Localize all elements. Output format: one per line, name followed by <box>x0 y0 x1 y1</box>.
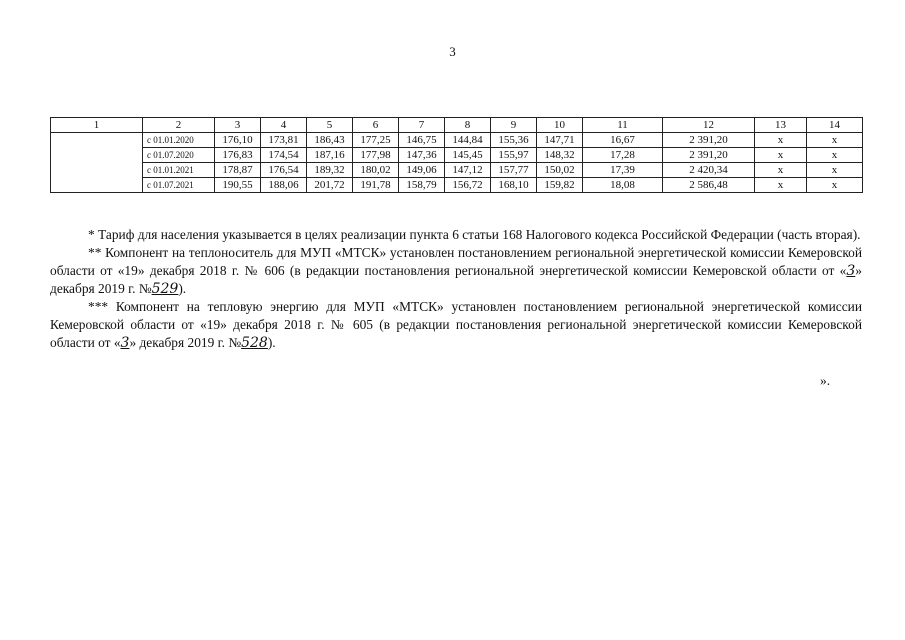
value-cell: 176,54 <box>261 163 307 178</box>
header-cell: 7 <box>399 118 445 133</box>
value-cell: 17,28 <box>583 148 663 163</box>
table-row <box>51 163 863 178</box>
value-cell: 2 420,34 <box>663 163 755 178</box>
value-cell: 2 391,20 <box>663 133 755 148</box>
tariff-table <box>50 117 863 193</box>
value-cell: 173,81 <box>261 133 307 148</box>
value-cell: 201,72 <box>307 178 353 193</box>
value-cell: 180,02 <box>353 163 399 178</box>
header-cell: 6 <box>353 118 399 133</box>
value-cell: 191,78 <box>353 178 399 193</box>
value-cell: 2 586,48 <box>663 178 755 193</box>
header-cell: 10 <box>537 118 583 133</box>
value-cell: 148,32 <box>537 148 583 163</box>
period-cell: с 01.07.2021 <box>143 178 215 193</box>
header-row <box>51 118 863 133</box>
header-cell: 1 <box>51 118 143 133</box>
value-cell: х <box>807 163 863 178</box>
merged-cell <box>51 133 143 193</box>
header-cell: 5 <box>307 118 353 133</box>
value-cell: 2 391,20 <box>663 148 755 163</box>
footnotes <box>50 226 862 352</box>
header-cell: 11 <box>583 118 663 133</box>
header-cell: 3 <box>215 118 261 133</box>
header-cell: 8 <box>445 118 491 133</box>
value-cell: 159,82 <box>537 178 583 193</box>
value-cell: 174,54 <box>261 148 307 163</box>
value-cell: 16,67 <box>583 133 663 148</box>
header-cell: 13 <box>755 118 807 133</box>
value-cell: 176,83 <box>215 148 261 163</box>
value-cell: 177,98 <box>353 148 399 163</box>
value-cell: 187,16 <box>307 148 353 163</box>
footnote-1: * Тариф для населения указывается в целях реализации пункта 6 статьи 168 Налогового кодекса Российской Федерации (часть вторая). <box>88 227 861 242</box>
value-cell: 155,97 <box>491 148 537 163</box>
value-cell: 157,77 <box>491 163 537 178</box>
value-cell: 186,43 <box>307 133 353 148</box>
value-cell: х <box>755 178 807 193</box>
handwritten-day: 3 <box>120 335 130 351</box>
value-cell: 18,08 <box>583 178 663 193</box>
table-row <box>51 148 863 163</box>
value-cell: х <box>755 133 807 148</box>
value-cell: 158,79 <box>399 178 445 193</box>
value-cell: х <box>807 178 863 193</box>
handwritten-number: 529 <box>151 281 179 297</box>
footnote-2: ** Компонент на теплоноситель для МУП «МТСК» установлен постановлением региональной энергетической комиссии Кемеровской области от «19» декабря 2018 г. № 606 (в редакции постановления региональной энергетической комиссии Кемеровской области от «3» декабря 2019 г. №529). <box>50 245 862 297</box>
period-cell: с 01.01.2021 <box>143 163 215 178</box>
table-row <box>51 133 863 148</box>
handwritten-number: 528 <box>241 335 268 351</box>
value-cell: 147,12 <box>445 163 491 178</box>
value-cell: 189,32 <box>307 163 353 178</box>
value-cell: х <box>807 148 863 163</box>
period-cell: с 01.01.2020 <box>143 133 215 148</box>
footnote-3: *** Компонент на тепловую энергию для МУП «МТСК» установлен постановлением региональной энергетической комиссии Кемеровской области от «19» декабря 2018 г. № 605 (в редакции постановления региональной энергетической комиссии Кемеровской области от «3» декабря 2019 г. №528). <box>50 299 862 351</box>
value-cell: 188,06 <box>261 178 307 193</box>
value-cell: 156,72 <box>445 178 491 193</box>
table-row <box>51 178 863 193</box>
value-cell: 150,02 <box>537 163 583 178</box>
handwritten-day: 3 <box>846 263 856 279</box>
value-cell: х <box>755 148 807 163</box>
value-cell: 178,87 <box>215 163 261 178</box>
value-cell: 147,36 <box>399 148 445 163</box>
value-cell: 168,10 <box>491 178 537 193</box>
value-cell: 155,36 <box>491 133 537 148</box>
page-number: 3 <box>449 44 456 59</box>
value-cell: 190,55 <box>215 178 261 193</box>
header-cell: 9 <box>491 118 537 133</box>
value-cell: х <box>807 133 863 148</box>
value-cell: 146,75 <box>399 133 445 148</box>
header-cell: 14 <box>807 118 863 133</box>
value-cell: 149,06 <box>399 163 445 178</box>
header-cell: 2 <box>143 118 215 133</box>
value-cell: 17,39 <box>583 163 663 178</box>
value-cell: х <box>755 163 807 178</box>
value-cell: 177,25 <box>353 133 399 148</box>
value-cell: 176,10 <box>215 133 261 148</box>
period-cell: с 01.07.2020 <box>143 148 215 163</box>
closing-quote: ». <box>820 373 831 388</box>
value-cell: 144,84 <box>445 133 491 148</box>
value-cell: 145,45 <box>445 148 491 163</box>
header-cell: 4 <box>261 118 307 133</box>
header-cell: 12 <box>663 118 755 133</box>
value-cell: 147,71 <box>537 133 583 148</box>
